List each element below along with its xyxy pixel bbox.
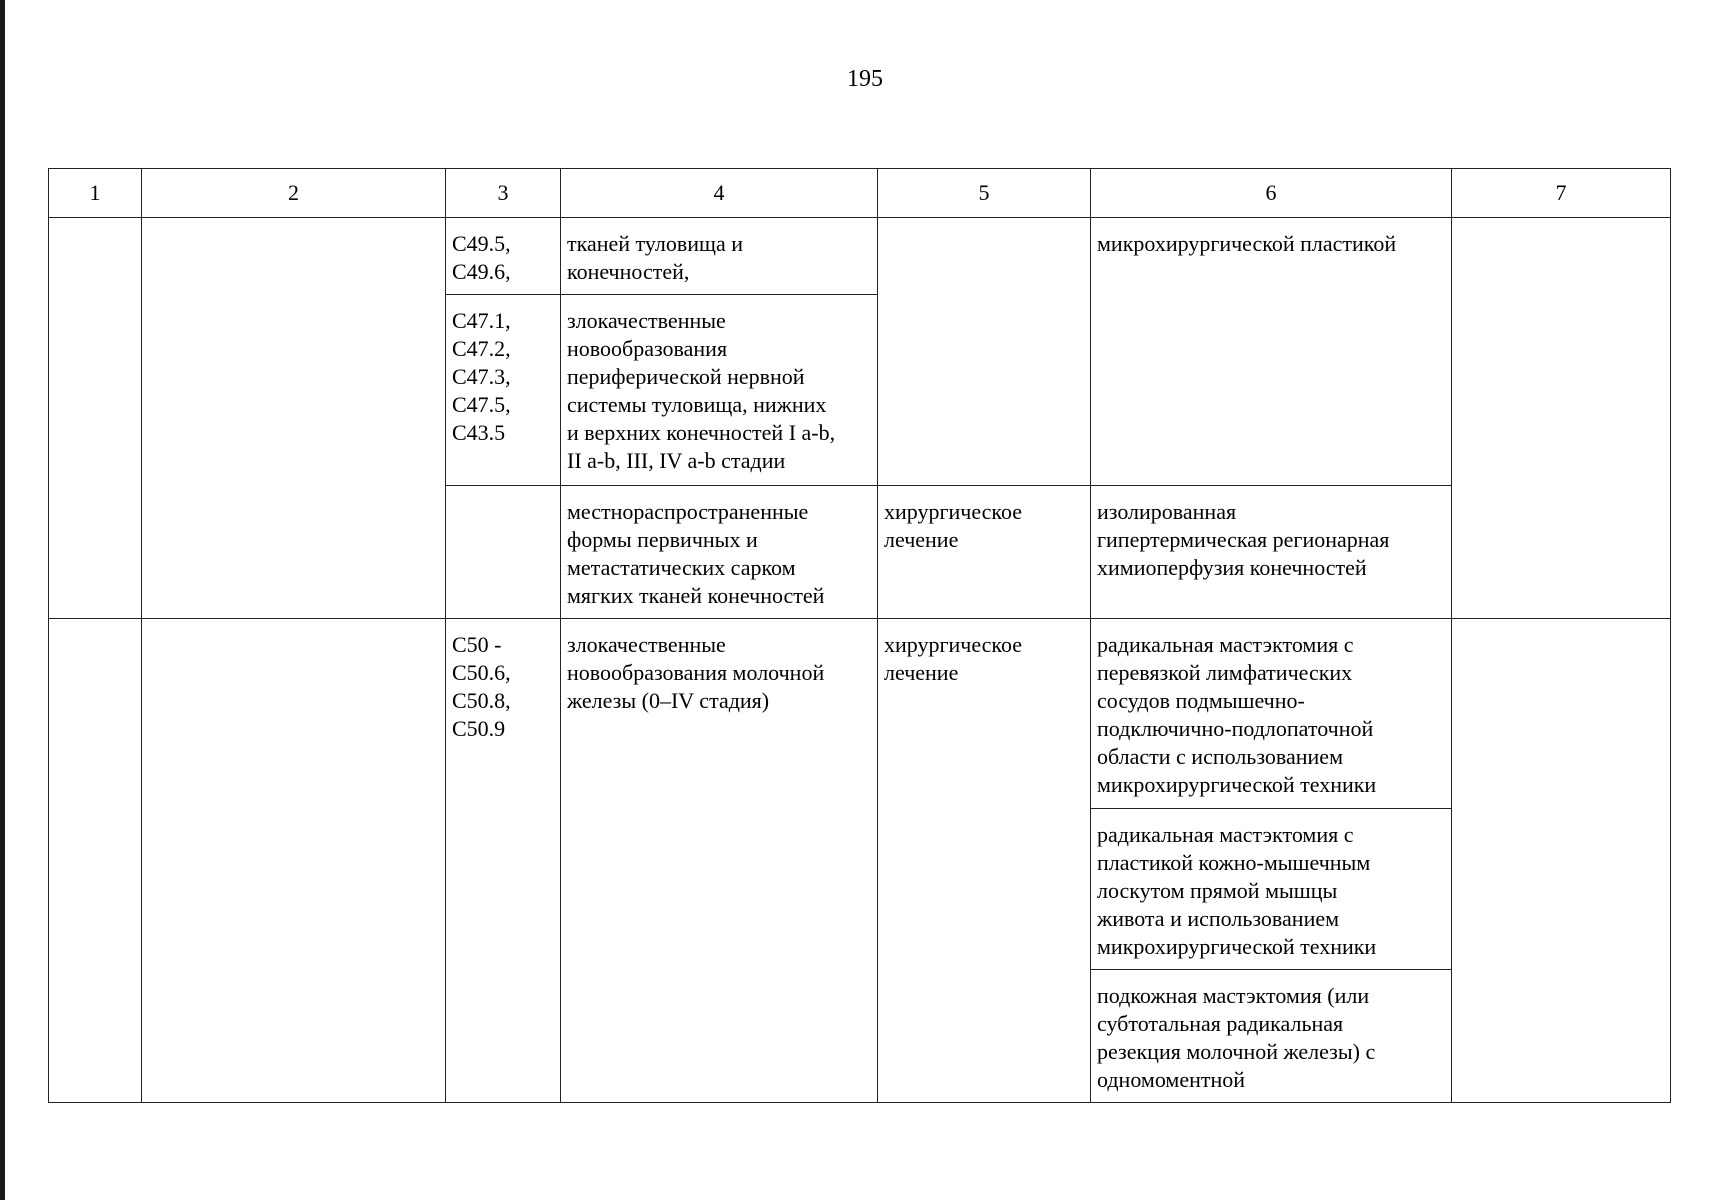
treatment-cell-empty xyxy=(878,218,1091,486)
method-text: подкожная мастэктомия (или субтотальная радикальная резекция молочной железы) с одномоментной xyxy=(1097,983,1376,1092)
table-header-row xyxy=(49,169,1671,218)
method-cell xyxy=(1091,218,1452,486)
procedures-table xyxy=(48,168,1671,1103)
diagnosis-text: злокачественные новообразования периферической нервной системы туловища, нижних и верхних конечностей I a-b, II a-b, III, IV a-b стадии xyxy=(567,308,836,473)
group1-col-2 xyxy=(142,218,446,619)
table-row xyxy=(49,218,1671,295)
icd-codes: C49.5, C49.6, xyxy=(452,231,511,284)
method-cell xyxy=(1091,970,1452,1103)
header-col-3: 3 xyxy=(446,169,561,218)
header-col-5: 5 xyxy=(878,169,1091,218)
method-cell xyxy=(1091,619,1452,809)
diagnosis-cell xyxy=(561,619,878,1103)
icd-codes-cell xyxy=(446,295,561,486)
group2-col-1 xyxy=(49,619,142,1103)
icd-codes: C50 - C50.6, C50.8, C50.9 xyxy=(452,632,511,741)
method-text: радикальная мастэктомия с пластикой кожно-мышечным лоскутом прямой мышцы живота и использованием микрохирургической техники xyxy=(1097,822,1377,959)
treatment-cell xyxy=(878,486,1091,619)
group1-col-1 xyxy=(49,218,142,619)
group1-col-7 xyxy=(1452,218,1671,619)
treatment-cell xyxy=(878,619,1091,1103)
method-text: радикальная мастэктомия с перевязкой лимфатических сосудов подмышечно- подключично-подлопаточной области с использованием микрохирургической техники xyxy=(1097,632,1377,797)
header-col-1: 1 xyxy=(49,169,142,218)
method-text: микрохирургической пластикой xyxy=(1097,231,1397,256)
method-cell xyxy=(1091,486,1452,619)
icd-codes-cell-empty xyxy=(446,486,561,619)
icd-codes: C47.1, C47.2, C47.3, C47.5, C43.5 xyxy=(452,308,511,445)
method-text: изолированная гипертермическая регионарная химиоперфузия конечностей xyxy=(1097,499,1390,580)
treatment-text: хирургическое лечение xyxy=(884,499,1023,552)
diagnosis-text: тканей туловища и конечностей, xyxy=(567,231,744,284)
header-col-7: 7 xyxy=(1452,169,1671,218)
diagnosis-text: местнораспространенные формы первичных и метастатических сарком мягких тканей конечностей xyxy=(567,499,825,608)
method-cell xyxy=(1091,809,1452,970)
header-col-4: 4 xyxy=(561,169,878,218)
header-col-6: 6 xyxy=(1091,169,1452,218)
diagnosis-cell xyxy=(561,295,878,486)
icd-codes-cell xyxy=(446,218,561,295)
page-left-edge xyxy=(0,0,5,1200)
diagnosis-cell xyxy=(561,218,878,295)
diagnosis-text: злокачественные новообразования молочной железы (0–IV стадия) xyxy=(567,632,825,713)
icd-codes-cell xyxy=(446,619,561,1103)
page-number: 195 xyxy=(847,66,883,92)
table-row xyxy=(49,619,1671,809)
treatment-text: хирургическое лечение xyxy=(884,632,1023,685)
header-col-2: 2 xyxy=(142,169,446,218)
group2-col-7 xyxy=(1452,619,1671,1103)
group2-col-2 xyxy=(142,619,446,1103)
diagnosis-cell xyxy=(561,486,878,619)
